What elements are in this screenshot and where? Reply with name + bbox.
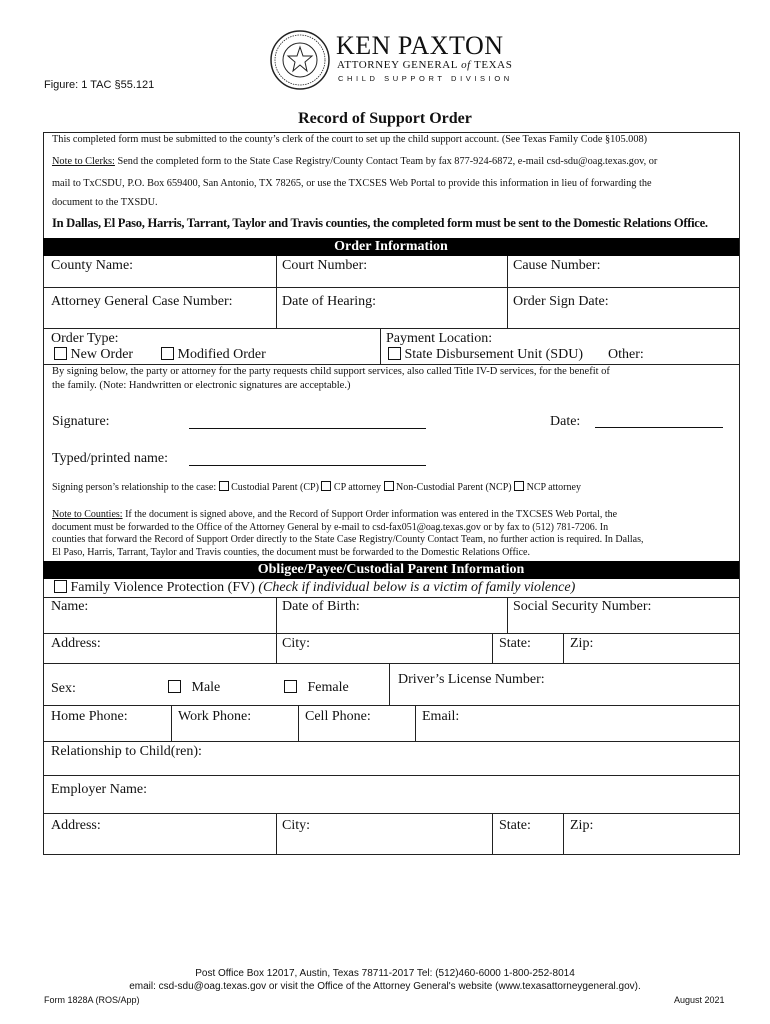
intro-clerks-note: Note to Clerks: Send the completed form to the State Case Registry/County Contact Team by fax 877-924-6872, e-mail csd-sdu@oag.texas.gov, or (52, 156, 658, 167)
date-line[interactable] (595, 427, 723, 428)
footer-address: Post Office Box 12017, Austin, Texas 78711-2017 Tel: (512)460-6000 1-800-252-8014 (195, 968, 575, 979)
order-info-banner: Order Information (43, 238, 739, 256)
obligee-state-field[interactable]: State: (499, 636, 531, 651)
obligee-address-field[interactable]: Address: (51, 636, 101, 651)
cp-attorney-checkbox[interactable] (321, 481, 331, 491)
cp-checkbox[interactable] (219, 481, 229, 491)
county-name-field[interactable]: County Name: (51, 258, 134, 273)
intro-bold-notice: In Dallas, El Paso, Harris, Tarrant, Taylor and Travis counties, the completed form must be sent to the Domestic Relations Office. (52, 216, 708, 230)
family-violence-checkbox[interactable]: Family Violence Protection (FV) (Check if individual below is a victim of family violence) (54, 580, 575, 596)
form-date: August 2021 (674, 995, 725, 1005)
counties-note: Note to Counties: If the document is signed above, and the Record of Support Order information was entered in the TXCSES Web Portal, the document must be forwarded to the Office of the Attorney General by e-mail to csd-fax051@oag.texas.gov or by fax to (512) 781-7206. In counties that forward the Record of Support Order directly to the State Case Registry/County Contact Team, no further action is required. In Dallas, El Paso, Harris, Tarrant, Taylor and Travis counties, the document must be forwarded to the Domestic Relations Office. (52, 509, 644, 558)
obligee-name-field[interactable]: Name: (51, 599, 89, 614)
signing-statement-1: By signing below, the party or attorney for the party requests child support services, also called Title IV-D services, for the benefit of (52, 366, 610, 377)
signing-statement-2: the family. (Note: Handwritten or electronic signatures are acceptable.) (52, 380, 351, 391)
sdu-checkbox[interactable]: State Disbursement Unit (SDU) (388, 347, 583, 363)
employer-state-field[interactable]: State: (499, 818, 531, 833)
male-checkbox[interactable]: Male (168, 680, 220, 696)
obligee-ssn-field[interactable]: Social Security Number: (513, 599, 652, 614)
obligee-dob-field[interactable]: Date of Birth: (282, 599, 360, 614)
sex-label: Sex: (51, 681, 76, 696)
figure-reference: Figure: 1 TAC §55.121 (44, 79, 155, 91)
employer-zip-field[interactable]: Zip: (570, 818, 594, 833)
cell-phone-field[interactable]: Cell Phone: (305, 709, 371, 724)
page-title: Record of Support Order (298, 110, 472, 127)
form-number: Form 1828A (ROS/App) (44, 995, 140, 1005)
female-checkbox[interactable]: Female (284, 680, 349, 696)
employer-city-field[interactable]: City: (282, 818, 311, 833)
agency-office: ATTORNEY GENERAL of TEXAS (337, 59, 513, 71)
obligee-zip-field[interactable]: Zip: (570, 636, 594, 651)
order-sign-date-field[interactable]: Order Sign Date: (513, 294, 609, 309)
agency-name: KEN PAXTON (336, 31, 504, 60)
signature-line[interactable] (189, 428, 426, 429)
signature-label: Signature: (52, 414, 110, 429)
payment-location-label: Payment Location: (386, 331, 493, 346)
modified-order-checkbox[interactable]: Modified Order (161, 347, 266, 363)
ag-case-number-field[interactable]: Attorney General Case Number: (51, 294, 233, 309)
ncp-attorney-checkbox[interactable] (514, 481, 524, 491)
intro-line-3: mail to TxCSDU, P.O. Box 659400, San Antonio, TX 78265, or use the TXCSES Web Portal to provide this information in lieu of forwarding the (52, 178, 652, 189)
relationship-row: Signing person’s relationship to the case: Custodial Parent (CP) CP attorney Non-Custodial Parent (NCP) NCP attorney (52, 482, 581, 493)
obligee-city-field[interactable]: City: (282, 636, 311, 651)
seal-icon (270, 30, 330, 90)
intro-line-4: document to the TXSDU. (52, 197, 158, 208)
employer-name-field[interactable]: Employer Name: (51, 782, 148, 797)
relationship-to-children-field[interactable]: Relationship to Child(ren): (51, 744, 202, 759)
order-type-label: Order Type: (51, 331, 119, 346)
court-number-field[interactable]: Court Number: (282, 258, 368, 273)
new-order-checkbox[interactable]: New Order (54, 347, 133, 363)
home-phone-field[interactable]: Home Phone: (51, 709, 128, 724)
other-payment-field[interactable]: Other: (608, 347, 644, 362)
intro-line-1: This completed form must be submitted to the county’s clerk of the court to set up the child support account. (See Texas Family Code §105.008) (52, 134, 648, 145)
email-field[interactable]: Email: (422, 709, 460, 724)
typed-name-label: Typed/printed name: (52, 451, 169, 466)
agency-division: CHILD SUPPORT DIVISION (338, 74, 513, 83)
drivers-license-field[interactable]: Driver’s License Number: (398, 672, 545, 687)
employer-address-field[interactable]: Address: (51, 818, 101, 833)
work-phone-field[interactable]: Work Phone: (178, 709, 252, 724)
ncp-checkbox[interactable] (384, 481, 394, 491)
cause-number-field[interactable]: Cause Number: (513, 258, 601, 273)
hearing-date-field[interactable]: Date of Hearing: (282, 294, 377, 309)
obligee-banner: Obligee/Payee/Custodial Parent Information (43, 561, 739, 579)
typed-name-line[interactable] (189, 465, 426, 466)
date-label: Date: (550, 414, 581, 429)
footer-contact: email: csd-sdu@oag.texas.gov or visit the Office of the Attorney General's website (www.texasattorneygeneral.gov). (129, 981, 641, 992)
